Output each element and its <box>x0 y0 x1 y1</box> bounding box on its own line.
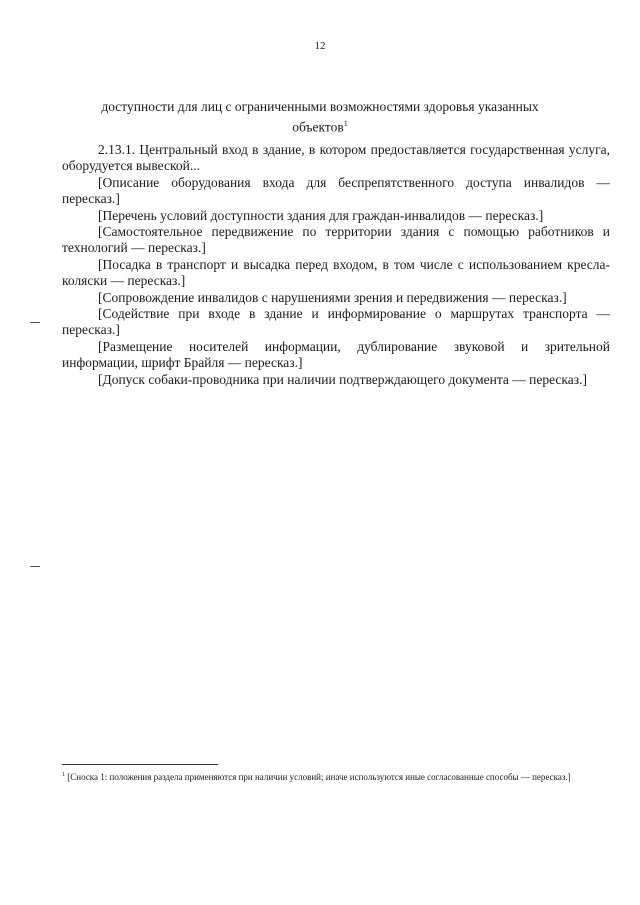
paragraph: [Допуск собаки-проводника при наличии подтверждающего документа — пересказ.] <box>98 371 587 387</box>
footnote-divider <box>62 764 218 765</box>
footnote-text: [Сноска 1: положения раздела применяются при наличии условий; иначе используются иные согласованные способы — пересказ.] <box>67 772 571 782</box>
paragraph: 2.13.1. Центральный вход в здание, в котором предоставляется государственная услуга, оборудуется вывеской... <box>62 142 610 174</box>
paragraph: [Посадка в транспорт и высадка перед входом, в том числе с использованием кресла-коляски — пересказ.] <box>62 256 610 289</box>
paragraph: [Самостоятельное передвижение по территории здания с помощью работников и технологий — пересказ.] <box>62 224 610 256</box>
paragraph: [Сопровождение инвалидов с нарушениями зрения и передвижения — пересказ.] <box>98 289 567 305</box>
margin-mark <box>30 322 40 323</box>
footnote-marker: 1 <box>343 119 348 128</box>
paragraph: [Размещение носителей информации, дублирование звуковой и зрительной информации, шрифт Брайля — пересказ.] <box>62 338 610 371</box>
page-number: 12 <box>314 40 326 52</box>
margin-mark <box>30 566 40 567</box>
paragraph: [Перечень условий доступности здания для граждан-инвалидов — пересказ.] <box>98 207 544 223</box>
section-title: доступности для лиц с ограниченными возможностями здоровья указанных объектов <box>101 99 539 135</box>
footnote <box>62 770 610 784</box>
section-heading <box>90 98 550 136</box>
paragraph: [Содействие при входе в здание и информирование о маршрутах транспорта — пересказ.] <box>62 306 610 338</box>
paragraph: [Описание оборудования входа для беспрепятственного доступа инвалидов — пересказ.] <box>62 174 610 207</box>
document-body <box>62 142 610 388</box>
footnote-number: 1 <box>62 772 65 778</box>
